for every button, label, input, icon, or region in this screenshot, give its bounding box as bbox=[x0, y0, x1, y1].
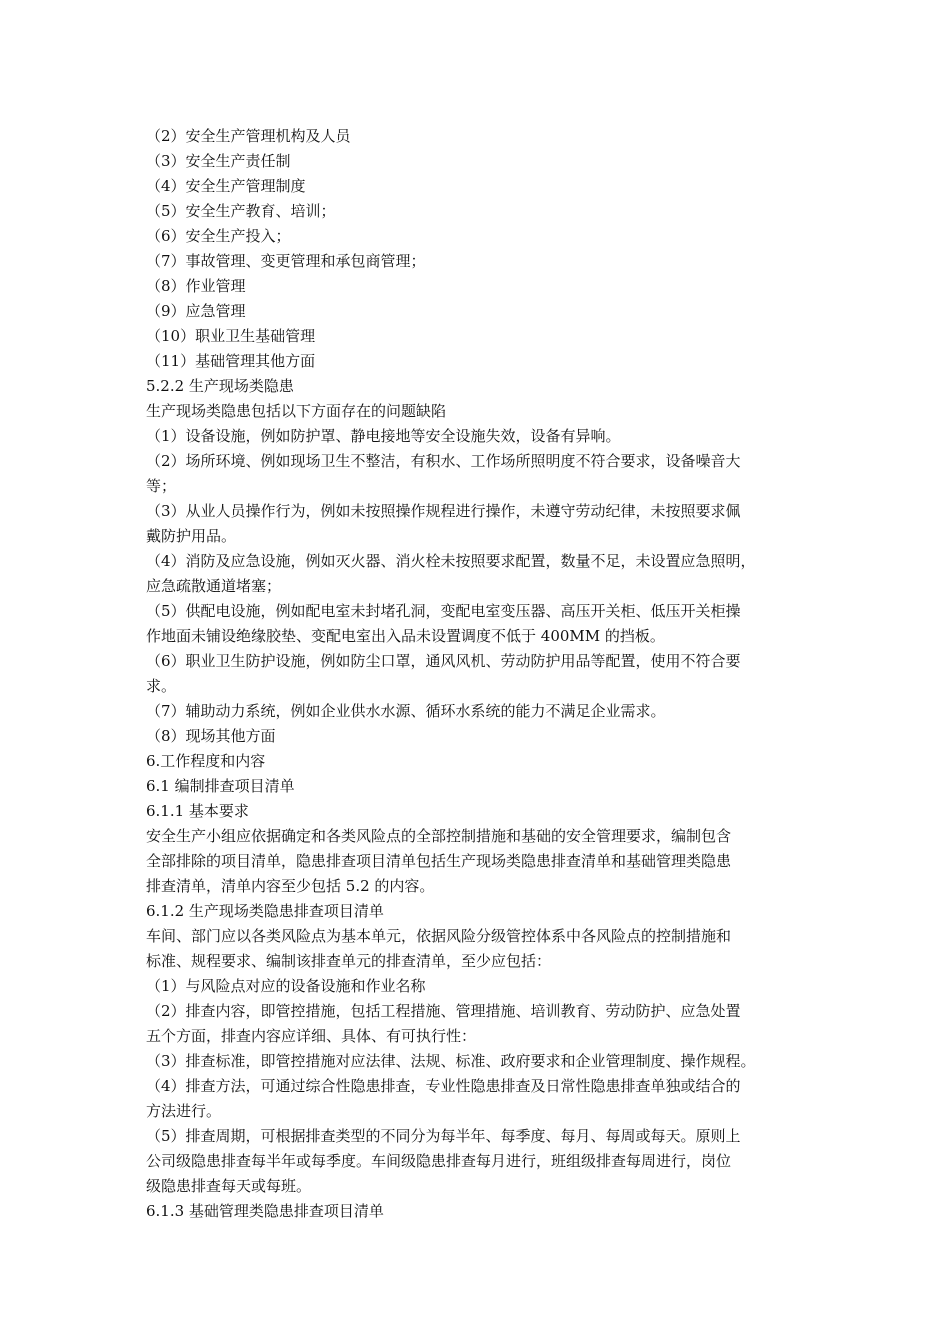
list-item: （11）基础管理其他方面 bbox=[146, 352, 316, 370]
paragraph bbox=[146, 924, 822, 974]
paragraph bbox=[146, 1074, 822, 1124]
text-line: （2）场所环境、例如现场卫生不整洁，有积水、工作场所照明度不符合要求，设备噪音大 bbox=[146, 452, 741, 470]
text-line: 标准、规程要求、编制该排查单元的排查清单，至少应包括： bbox=[146, 952, 552, 970]
paragraph bbox=[146, 824, 822, 899]
document-body bbox=[146, 124, 826, 1224]
paragraph bbox=[146, 599, 822, 649]
text-line: （2）排查内容，即管控措施，包括工程措施、管理措施、培训教育、劳动防护、应急处置 bbox=[146, 1002, 741, 1020]
list-item: （1）设备设施，例如防护罩、静电接地等安全设施失效，设备有异响。 bbox=[146, 427, 621, 445]
list-item: （2）安全生产管理机构及人员 bbox=[146, 127, 351, 145]
text-line: 五个方面，排查内容应详细、具体、有可执行性： bbox=[146, 1027, 477, 1045]
paragraph bbox=[146, 549, 822, 599]
text-line: （5）排查周期，可根据排查类型的不同分为每半年、每季度、每月、每周或每天。原则上 bbox=[146, 1127, 741, 1145]
text-line: 公司级隐患排查每半年或每季度。车间级隐患排查每月进行，班组级排查每周进行，岗位 bbox=[146, 1152, 732, 1170]
list-item: （5）安全生产教育、培训； bbox=[146, 202, 336, 220]
section-heading-6-1-2: 6.1.2 生产现场类隐患排查项目清单 bbox=[146, 902, 384, 920]
text-line: （4）排查方法，可通过综合性隐患排查，专业性隐患排查及日常性隐患排查单独或结合的 bbox=[146, 1077, 741, 1095]
list-item: （9）应急管理 bbox=[146, 302, 246, 320]
text-line: 安全生产小组应依据确定和各类风险点的全部控制措施和基础的安全管理要求，编制包含 bbox=[146, 827, 732, 845]
list-item: （4）安全生产管理制度 bbox=[146, 177, 306, 195]
list-item: （3）排查标准，即管控措施对应法律、法规、标准、政府要求和企业管理制度、操作规程。 bbox=[146, 1052, 756, 1070]
list-item: （10）职业卫生基础管理 bbox=[146, 327, 316, 345]
text-line: 级隐患排查每天或每班。 bbox=[146, 1177, 312, 1195]
text-line: 应急疏散通道堵塞； bbox=[146, 577, 282, 595]
text-line: 戴防护用品。 bbox=[146, 527, 237, 545]
text-line: 求。 bbox=[146, 677, 177, 695]
text-line: （5）供配电设施，例如配电室未封堵孔洞，变配电室变压器、高压开关柜、低压开关柜操 bbox=[146, 602, 741, 620]
text-line: 等； bbox=[146, 477, 177, 495]
section-heading-6-1: 6.1 编制排查项目清单 bbox=[146, 777, 295, 795]
paragraph bbox=[146, 449, 822, 499]
section-heading-6-1-3: 6.1.3 基础管理类隐患排查项目清单 bbox=[146, 1202, 384, 1220]
paragraph bbox=[146, 999, 822, 1049]
list-item: （7）事故管理、变更管理和承包商管理； bbox=[146, 252, 426, 270]
paragraph bbox=[146, 1124, 822, 1199]
text-line: 方法进行。 bbox=[146, 1102, 222, 1120]
section-heading-6-1-1: 6.1.1 基本要求 bbox=[146, 802, 249, 820]
paragraph bbox=[146, 499, 822, 549]
list-item: （7）辅助动力系统，例如企业供水水源、循环水系统的能力不满足企业需求。 bbox=[146, 702, 666, 720]
text-line: 排查清单，清单内容至少包括 5.2 的内容。 bbox=[146, 877, 435, 895]
list-item: （3）安全生产责任制 bbox=[146, 152, 291, 170]
paragraph bbox=[146, 649, 822, 699]
text-line: 车间、部门应以各类风险点为基本单元，依据风险分级管控体系中各风险点的控制措施和 bbox=[146, 927, 732, 945]
section-heading-6: 6.工作程度和内容 bbox=[146, 752, 266, 770]
text-line: （3）从业人员操作行为，例如未按照操作规程进行操作，未遵守劳动纪律，未按照要求佩 bbox=[146, 502, 741, 520]
list-item: （6）安全生产投入； bbox=[146, 227, 291, 245]
text-line: （4）消防及应急设施，例如灭火器、消火栓未按照要求配置，数量不足，未设置应急照明， bbox=[146, 552, 756, 570]
section-heading-5-2-2: 5.2.2 生产现场类隐患 bbox=[146, 377, 294, 395]
list-item: （8）现场其他方面 bbox=[146, 727, 276, 745]
text-line: 全部排除的项目清单，隐患排查项目清单包括生产现场类隐患排查清单和基础管理类隐患 bbox=[146, 852, 732, 870]
list-item: （1）与风险点对应的设备设施和作业名称 bbox=[146, 977, 426, 995]
paragraph: 生产现场类隐患包括以下方面存在的问题缺陷 bbox=[146, 402, 447, 420]
text-line: 作地面未铺设绝缘胶垫、变配电室出入品未设置调度不低于 400MM 的挡板。 bbox=[146, 627, 665, 645]
text-line: （6）职业卫生防护设施，例如防尘口罩，通风风机、劳动防护用品等配置，使用不符合要 bbox=[146, 652, 741, 670]
list-item: （8）作业管理 bbox=[146, 277, 246, 295]
